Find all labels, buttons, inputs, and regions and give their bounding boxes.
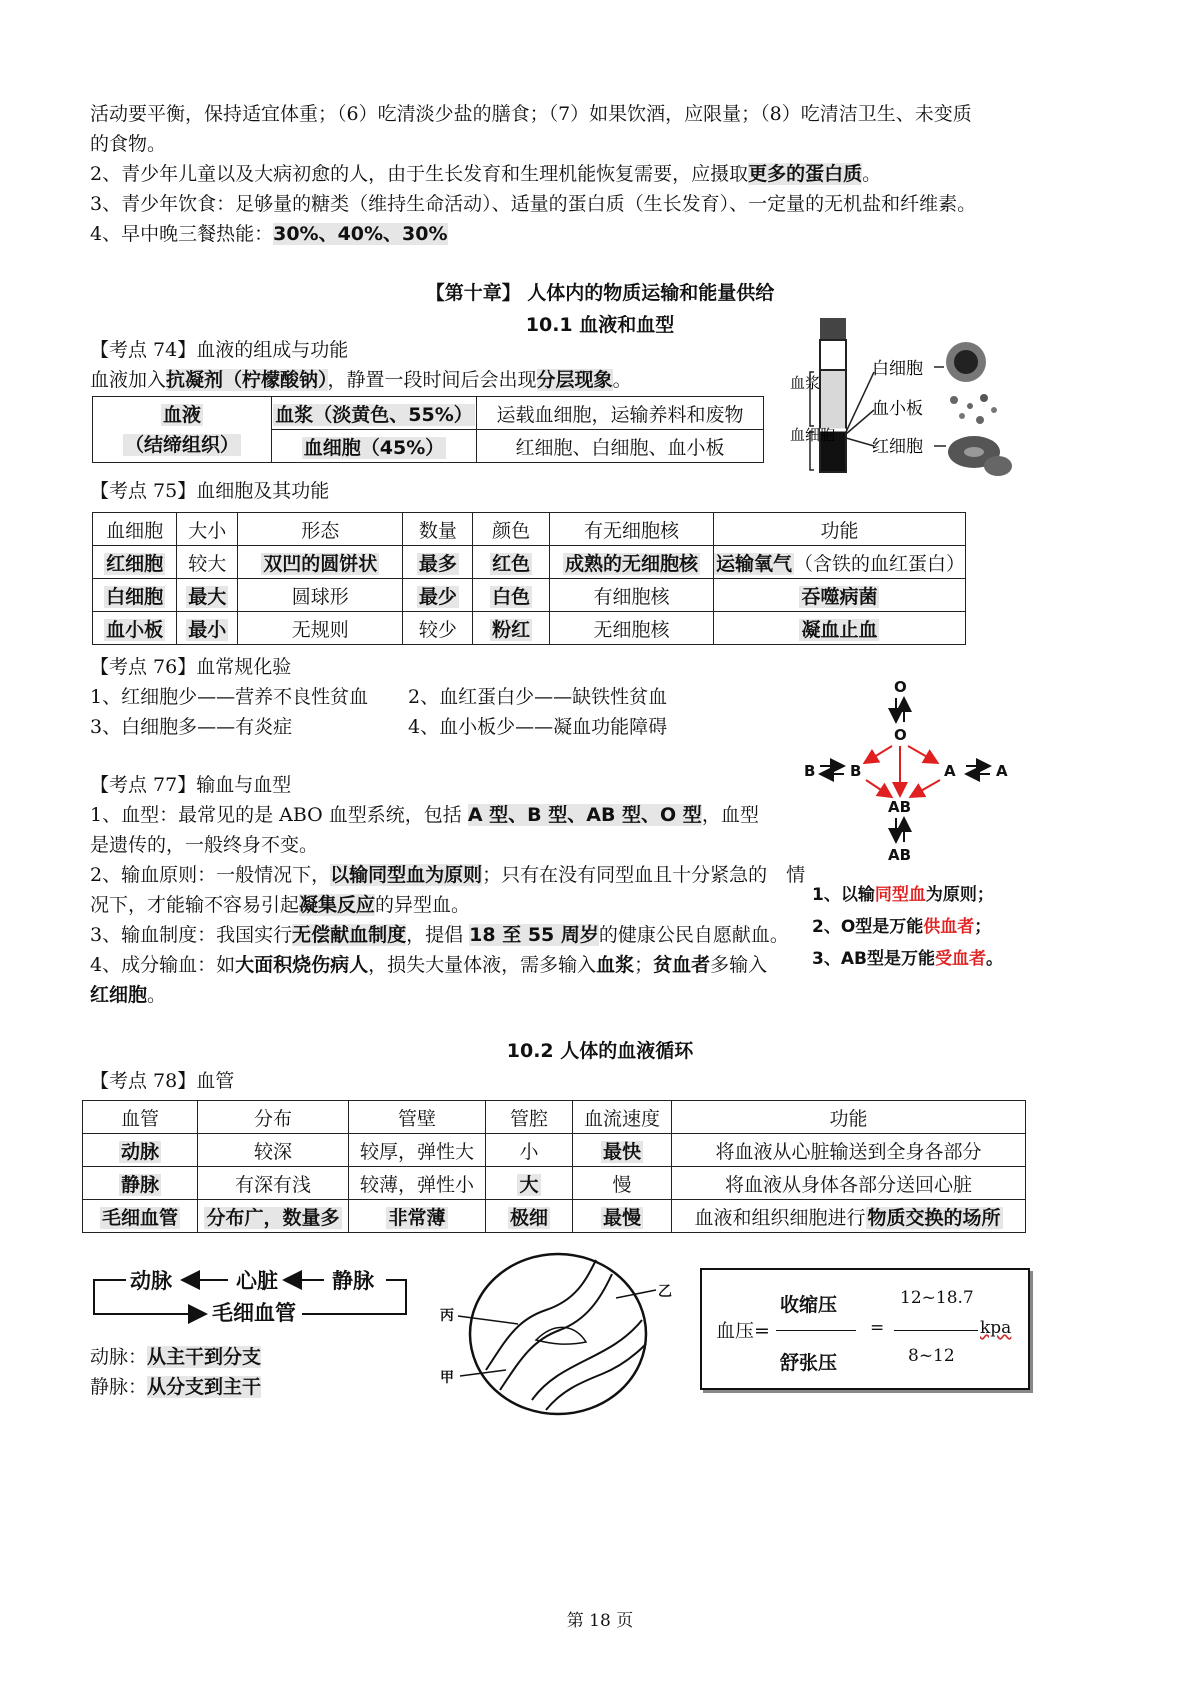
table-row: 白细胞 最大 圆球形 最少 白色 有细胞核 吞噬病菌 (93, 579, 966, 612)
k74-text: 血液加入抗凝剂（柠檬酸钠），静置一段时间后会出现分层现象。 (90, 369, 632, 391)
k77-heading: 【考点 77】输血与血型 (90, 774, 292, 796)
bp-value-systolic: 12~18.7 (900, 1288, 974, 1308)
k76-item-2: 2、血红蛋白少——缺铁性贫血 (408, 686, 668, 708)
k76-item-4: 4、血小板少——凝血功能障碍 (408, 716, 668, 738)
table-row: 毛细血管 分布广，数量多 非常薄 极细 最慢 血液和组织细胞进行 物质交换的场所 (83, 1200, 1026, 1233)
th-color: 颜色 (473, 513, 550, 546)
label-bing: 丙 (440, 1308, 454, 1324)
flow-artery: 动脉 (130, 1269, 172, 1293)
th-speed: 血流速度 (573, 1101, 672, 1134)
plasma-layer (820, 370, 846, 430)
th-nucleus: 有无细胞核 (550, 513, 714, 546)
th-distribution: 分布 (198, 1101, 349, 1134)
th-lumen: 管腔 (486, 1101, 573, 1134)
type-O: O (894, 726, 907, 744)
cells-function: 红细胞、白细胞、血小板 (477, 430, 764, 463)
capillary-figure (436, 1250, 686, 1420)
k77-line-5: 3、输血制度：我国实行无偿献血制度，提倡 18 至 55 周岁的健康公民自愿献血。 (90, 924, 789, 946)
k78-heading: 【考点 78】血管 (90, 1070, 235, 1092)
type-A-right: A (996, 762, 1008, 780)
bp-equals: = (870, 1318, 885, 1338)
table-row: 静脉 有深有浅 较薄，弹性小 大 慢 将血液从身体各部分送回心脏 (83, 1167, 1026, 1200)
intro-line-5: 4、早中晚三餐热能：30%、40%、30% (90, 223, 448, 245)
table-row: 动脉 较深 较厚，弹性大 小 最快 将血液从心脏输送到全身各部分 (83, 1134, 1026, 1167)
label-platelet: 血小板 (872, 399, 923, 419)
k77-line-4: 况下，才能输不容易引起凝集反应的异型血。 (90, 894, 471, 916)
type-AB: AB (888, 798, 912, 816)
blood-cells-table (92, 512, 966, 645)
k77-line-7: 红细胞。 (90, 984, 167, 1006)
flow-capillary: 毛细血管 (212, 1301, 296, 1325)
table-row: 血小板 最小 无规则 较少 粉红 无细胞核 凝血止血 (93, 612, 966, 645)
blood-cell: 血液 （结缔组织） (93, 397, 272, 463)
type-O-top: O (894, 678, 907, 696)
k76-item-3: 3、白细胞多——有炎症 (90, 716, 293, 738)
plasma-cell: 血浆（淡黄色、55%） (272, 397, 477, 430)
flow-heart: 心脏 (236, 1269, 278, 1293)
transfusion-rule-3: 3、AB型是万能受血者。 (812, 949, 1003, 969)
th-function: 功能 (713, 513, 965, 546)
type-AB-bottom: AB (888, 846, 912, 864)
flow-vein: 静脉 (332, 1269, 374, 1293)
transfusion-rule-1: 1、以输同型血为原则； (812, 885, 994, 905)
k77-line-3: 2、输血原则：一般情况下，以输同型血为原则；只有在没有同型血且十分紧急的 情 (90, 864, 806, 886)
label-yi: 乙 (658, 1284, 672, 1300)
vein-direction: 静脉：从分支到主干 (90, 1376, 262, 1398)
section-title-10-2: 10.2 人体的血液循环 (506, 1040, 694, 1062)
plasma-function: 运载血细胞，运输养料和废物 (477, 397, 764, 430)
k77-line-6: 4、成分输血：如大面积烧伤病人，损失大量体液，需多输入血浆；贫血者多输入 (90, 954, 768, 976)
blood-vessel-table (82, 1100, 1026, 1233)
table-row: 红细胞 较大 双凹的圆饼状 最多 红色 成熟的无细胞核 运输氧气 （含铁的血红蛋白） (93, 546, 966, 579)
platelet-icon (950, 396, 958, 404)
page-number: 第 18 页 (566, 1611, 634, 1631)
k76-item-1: 1、红细胞少——营养不良性贫血 (90, 686, 369, 708)
cells-cell: 血细胞（45%） (272, 430, 477, 463)
tube-cap (820, 318, 846, 340)
k75-heading: 【考点 75】血细胞及其功能 (90, 480, 330, 502)
artery-direction: 动脉：从主干到分支 (90, 1346, 262, 1368)
type-A: A (944, 762, 956, 780)
k76-heading: 【考点 76】血常规化验 (90, 656, 292, 678)
type-B: B (850, 762, 862, 780)
th-shape: 形态 (238, 513, 403, 546)
tube-label-cells: 血细胞 (790, 426, 836, 444)
label-jia: 甲 (440, 1370, 454, 1386)
chapter-title: 【第十章】 人体内的物质运输和能量供给 (425, 282, 775, 304)
intro-line-3: 2、青少年儿童以及大病初愈的人，由于生长发育和生理机能恢复需要，应摄取更多的蛋白质。 (90, 163, 882, 185)
blood-tube-figure (784, 312, 1014, 482)
th-cell: 血细胞 (93, 513, 177, 546)
k77-line-2: 是遗传的，一般终身不变。 (90, 834, 319, 856)
tube-top (820, 340, 846, 370)
intro-line-4: 3、青少年饮食：足够量的糖类（维持生命活动）、适量的蛋白质（生长发育）、一定量的无机盐和纤维素。 (90, 193, 977, 215)
bp-unit: kpa (980, 1318, 1012, 1338)
k74-heading: 【考点 74】血液的组成与功能 (90, 339, 349, 361)
blood-composition-table (92, 396, 764, 463)
k77-line-1: 1、血型：最常见的是 ABO 血型系统，包括 A 型、B 型、AB 型、O 型，血型 (90, 804, 759, 826)
th-wall: 管壁 (349, 1101, 486, 1134)
section-title-10-1: 10.1 血液和血型 (525, 314, 675, 336)
circulation-flow-diagram (86, 1258, 416, 1338)
tube-label-plasma-1: 血浆 (790, 374, 821, 392)
bp-label: 血压= (716, 1320, 770, 1342)
blood-pressure-box (700, 1268, 1030, 1390)
magnifier-circle (470, 1254, 646, 1414)
bp-systolic: 收缩压 (780, 1294, 838, 1316)
intro-line-2: 的食物。 (90, 133, 167, 155)
th-size: 大小 (177, 513, 238, 546)
label-wbc: 白细胞 (872, 359, 923, 379)
label-rbc: 红细胞 (872, 437, 923, 457)
th-vessel: 血管 (83, 1101, 198, 1134)
th-count: 数量 (403, 513, 473, 546)
transfusion-rule-2: 2、O型是万能供血者； (812, 917, 992, 937)
type-B-left: B (804, 762, 816, 780)
bp-value-diastolic: 8~12 (908, 1346, 955, 1366)
bp-diastolic: 舒张压 (780, 1352, 838, 1374)
blood-type-diagram (796, 676, 1026, 876)
th-vessel-function: 功能 (672, 1101, 1026, 1134)
intro-line-1: 活动要平衡，保持适宜体重；（6）吃清淡少盐的膳食；（7）如果饮酒，应限量；（8）吃清洁卫生、未变质 (90, 103, 972, 125)
